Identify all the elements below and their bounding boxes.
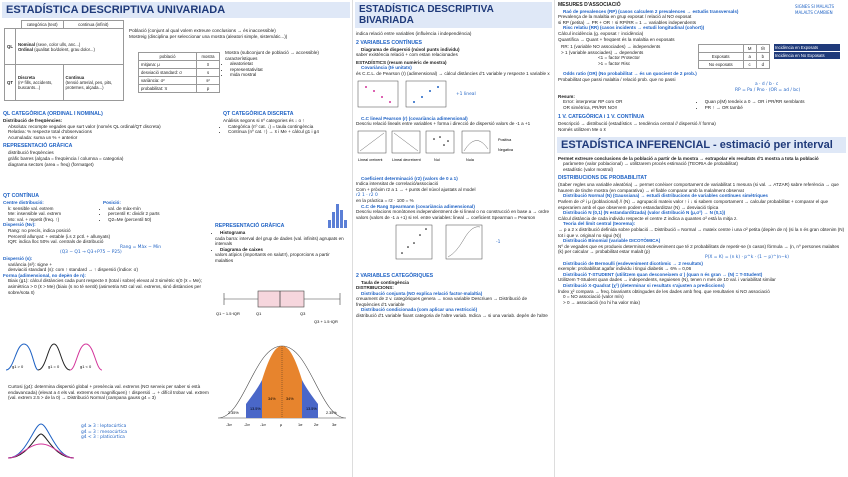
corr-label: Nula <box>466 157 474 162</box>
box-label-q1: Q1 <box>256 311 262 316</box>
bias-label-neg: g1 < 0 <box>80 364 92 369</box>
column-association-inference: MESURES D'ASSOCIACIÓ • Raó de prevalences (RP) (casos calculem 2 prevalences → estudis transversals) Prevalença de la malaltia en grup exposat / relació al NO exposat si RP (petita) → PR + OR ↑ si RP/RR = 1 → variables independents • Risc relatiu (RR) (casos incidents → estudi longitudinal (cohort)) Càlcul incidència (g. exposat ↑ incidència) Quantifica → Quant + freqüent és la malaltia en exposats RR: 1 (variable NO associades) → independents > 1 (variable associades) → dependents <1 = factor Protector >1 = factor Risc M M̄ Exposats a b No exposats c d Incidència en Exposats Incidència en No Exposats • Odds ratio (OR) (No probabilitat → és un quocient de 2 prob.) Probabilitat que passi malaltia / relació prob. que no passi a · d / b · c RP = Pa / Pno · (OR = ad / bc) Resum: • Error: interpretar RP com OR • OR simètrica, PR/RR NO!! • Quan p(M) tendeix a 0 → OR i PR/RR semblants • PR ↑ → OR també 1 V. CATEGÒRICA i 1 V. CONTÍNUA Descripció → distribució (estadístics → tendència central // dispersió // forma) Només utilitzem Me o x̄ ESTADÍSTICA INFERENCIAL - estimació per interval Permet extreure conclusions de la població a partir de la mostra → extrapolar els resultats d'1 mostra a tota la població • paràmetre (valor poblacional) → utilitzarem procés estimació (TEORIA de probabilitat) • estadístic (valor mostral) DISTRIBUCIONS DE PROBABILITAT (Saber regles una variable aleatòria) → permet conèixer comportament de variabilitat 1 mesura (si val. → ATZAR) sabre referència → que haurem de tindre mostra (en comparativa) → el fiable comparar amb la malalment observat • Distribució Normal (N) (Gaussiana) → estudi distribucions de variables contínues simètriques Parlem de σ² i μ (poblacional) // (N) → agrupació mateix valor ↑ i ↓ si sabem comportament → calcular probabilitat + comparar el que esperariem amb el que observem podem estandarditzar (N) → desviació típica • Distribució N (0,1) (N estandarditzada) (valor distribució N (μ,σ²) → N (0,1)) Càlcul distància de cada individu respecte el centre Z indica a quantes σ² està la mitja z. • Teoria del límit central (teorema): → p a 2 x distribució definida sobre població ... Distribució = Normal → mateix centre i una σ² petita (depèn de n) (si la n és gran obtenim (N) tot i que v. original no sigui (N)) • Distribució Binomial (variable DICOTÒMICA) Nº de vegades que es produeix determinat esdeveniment que té 2 probabilitats de repetir-se (n casos) fórmula → (n, nº persones malaltes (k) per calcular → probabilitat estar malalt (p) P(X = K) = (n k) · p^k · (1 − p)^(n−k) • Distribució de Bernoulli (esdeveniment dicotòmic → 2 resultats) exemple: probabilitat agafar individu i tingui diabetis → 6% = 0,06 • Distribució T-STUDENT (utilitzem quan desconeixem σ ) (quan n és gran → (N) = T-Student) Utilitzem T-Student quan dades → independents, seguiesen (N), tenen n més de 10 val. i variabilitat similar • Distribució X-Quadrat (χ²) (determinar si resultats s'ajusten a prediccions) Índex χ² compara → freq. bivariants obtingudes de les dades amb freq. que resultarien si NO associació • 0 = NO associació (valor mín) • > 0 → associació (no hi ha valor màx) SIGNES SI MALALTS MALALTS CAMBIEN <box>554 0 848 477</box>
qt-continuous-section: QT CONTÍNUA Centre distribució: • k: sensible val. extrem • Me: insensible val. extrem • Mo: val. + repetit (freq. ↑) Posició: • val. de màx-mín • percentil K: dividir 2 parts • Q2=Me (percentil 50) Dispersió (Nv): • Rang: no precís, indica posició • Percentil allunyat: + estable (i.s 2 pctl. + allunyats) • IQR: indica lloc 50% val. centrals de distribució Rang = Màx − Min (Q3 − Q1 → Q3+P75 − P25) Dispersió (s): • variància (s²): signe + • desviació standard (s): com ↑ standard → ↑ dispersió (índice: σ) Forma (adimensional, no depèn de n): • Biaix (g1): càlcul distàncies cada punt respecte x̄ (total i sobre) elevat al 3 simètric s(0 (x̄ = Me); asimètrica > 0 (x̄ > Me) (biaix (s no té sentit) (asimetria NO cal val. extrems, sinó distàncies per sobre/sota x̄) <box>0 190 210 295</box>
pct-label: 2.35% <box>326 411 337 415</box>
hand-note: SIGNES SI MALALTS <box>795 4 835 9</box>
pct-label: 13.5% <box>250 407 261 411</box>
x-tick: -3σ <box>226 423 232 427</box>
mostra-item: • mida mostral <box>230 72 348 78</box>
qt-label: QT <box>5 65 16 101</box>
histogram-mini <box>326 200 350 230</box>
ql-section: QL CATEGÒRICA (ORDINAL I NOMINAL) Distribució de freqüències: • Absoluta: recompte vegades que surt valor (només QL ordinal/QT discreta) • Relativa: % respecte total d'observacions • Acumulada: suma un % + anterior REPRESENTACIÓ GRÀFICA • distribució freqüències • gràfic barres (alçada = freqüència / columna = categoria) • diagrama sectors (area = freq) (formatget) <box>0 108 220 167</box>
inferential-title: ESTADÍSTICA INFERENCIAL - estimació per interval <box>557 137 846 153</box>
mostra-item: • representativitat <box>230 67 348 73</box>
mostra-item: • aleatorietat <box>230 61 348 67</box>
hand-note: RP = Pa / Pno <box>735 87 765 93</box>
kurtosis-diagram <box>6 420 76 460</box>
normal-distribution-chart <box>214 340 350 430</box>
spearman-sketches <box>356 223 552 263</box>
pct-label: 34% <box>286 397 294 401</box>
corr-label: Negativa <box>498 147 513 152</box>
covariance-sketches <box>356 79 552 109</box>
th-categorical: categòrica (text) <box>21 21 63 29</box>
or-formula-num: a · d <box>755 82 765 88</box>
skewness-diagram <box>4 340 104 372</box>
correlation-sketches <box>356 129 552 169</box>
poblacio-text: Població (conjunt al qual volem extreure conclusions → és inaccessible) Mostreig (disciplina per seleccionar una mostra (aleatori simple, sistemàtic...)) <box>129 28 288 39</box>
exposure-table: M M̄ Exposats a b No exposats c d <box>698 44 770 69</box>
x-tick: 1σ <box>298 423 303 427</box>
x-tick: -1σ <box>260 423 266 427</box>
corr-label: Positiva <box>498 137 512 142</box>
column-bivariate: ESTADÍSTICA DESCRIPTIVA BIVARIADA indica relació entre variables (influència i independència) 2 VARIABLES CONTÍNUES • Diagrama de dispersió (núvol punts individu) saber existència relació + com estan relacionades ESTADÍSTICS (resum numèric de mostra) • Covariància (té unitats) és C.C.L. de Pearson (r) (adimensional) → càlcul distàncies d'1 variable y respecte 1 variable x +1 lineal • C.C lineal Pearson (r) (covariància adimensional) Descriu relació lineals entre variables + forma i direcció de dispersió valors de -1 a +1 Lineal creixent Lineal decreixent Nul Nula Positiva Negativa • Coeficient determinació (r2) (valors de 0 a 1) Indica intensitat de correlació/associació Com + pròxim r2 a 1 → + punts del núvol ajustats al model r2 1 · r2 0 en la pràctica = r2 · 100 = % • C.C de Rang Spearmann (covariància adimensional) Descriu relacions monòtones independentment de si lineal o no construcció en base a → ordre valors (valors de -1 a +1) si rel. entre variables: lineal → coeficient Spearman = Pearson -1 2 VARIABLES CATEGÒRIQUES • Taula de contingència DISTRIBUCIONS: • Distribució conjunta (NO explica relació factor-malaltia) creuament de 2 v. categòriques genera → nova variable Descriuen → Distribució de freqüències d'1 variable • Distribució condicionada (com aplicar una restricció) distribució d'1 variable fixant categoria de l'altre variab. Indica → si una variab. depèn de l'altre <box>352 0 554 477</box>
pct-label: 13.5% <box>306 407 317 411</box>
mostra-block: Mostra (subconjunt de població → accessible) característiques • aleatorietat • representativitat • mida mostral <box>222 50 348 78</box>
pct-label: 34% <box>268 397 276 401</box>
box-label-q3: Q3 <box>300 311 306 316</box>
corr-label: Lineal creixent <box>358 157 383 162</box>
hand-note: r2 1 <box>356 192 365 198</box>
association-title: MESURES D'ASSOCIACIÓ <box>558 2 621 8</box>
pct-label: 2.35% <box>228 411 239 415</box>
or-formula-den: b · c <box>768 82 779 88</box>
qt-categorical-section: QT CATEGÒRICA DISCRETA Anàlisis segons si nº categories és ↓ o ↑ • Categòrica (nº cat. ↓) = taula contingència • Contínua (nº cat. ↑) → x̄ i Me + càlcul g1 i g4 <box>220 108 350 135</box>
variable-types-table: categòrica (text) continua (infinit) QL Nominal (sexe, color ulls, anc...) Ordinal (qualitat bo/dolent, grau dolor...) QT Discreta (nº fills, accidents, buscants...) Continua (tensió arterial, pes, pits, proteïnes, alçada...) <box>4 20 124 101</box>
x-tick: -2σ <box>244 423 250 427</box>
hand-note: r2 0 <box>368 192 378 198</box>
boxplot-diagram <box>214 285 350 331</box>
hand-note: MALALTS CAMBIEN <box>795 10 833 15</box>
curtosi-block: • Curtosi (g4): determina dispersió global + presència val. extrems (NO serveix per saber si està endavancada) (elevat a 4 els val. extrems es magnifiquen) ↑ dispersió → + difícil trobar val. extrem (val. extrem 2.5 > de la 0) → Distribució Normal (campana gauss g4 = 3) <box>0 384 210 401</box>
hand-note: (OR = ad / bc) <box>768 87 801 93</box>
nominal-row: Nominal (sexe, color ulls, anc...) <box>17 41 81 47</box>
kurtosis-notes: g4 ≥ 3 : leptocúrtica g4 = 3 : mesocúrtica g4 < 3 : platicúrtica <box>81 424 128 441</box>
box-label-upper: Q3 + 1.5·IQR <box>314 319 338 324</box>
column-univariate <box>0 0 352 477</box>
binomial-formula: P(X = K) = (n k) · p^k · (1 − p)^(n−k) <box>705 255 790 260</box>
corr-label: Nul <box>434 157 440 162</box>
bias-label-pos: g1 > 0 <box>12 364 24 369</box>
corr-label: Lineal decreixent <box>392 157 421 162</box>
x-tick: μ <box>280 423 283 427</box>
graphic-representation-block: REPRESENTACIÓ GRÀFICA • Histograma cada barra: interval del grup de dades (val. infinits) agrupats en intervals • Diagrama de caixes valors atípics (importants en salut!!), proporcions a partir malalties <box>212 220 350 264</box>
hand-note: +1 lineal <box>456 91 476 97</box>
x-tick: 2σ <box>314 423 319 427</box>
rr-cases: RR: 1 (variable NO associades) → independents > 1 (variable associades) → dependents <1 = factor Protector >1 = factor Risc <box>561 44 661 66</box>
x-tick: 3σ <box>332 423 337 427</box>
th-continuous: continua (infinit) <box>63 21 123 29</box>
box-label-lower: Q1 − 1.5·IQR <box>216 311 240 316</box>
hand-note: -1 <box>496 239 501 245</box>
ordinal-row: Ordinal (qualitat bo/dolent, grau dolor...) <box>17 46 95 52</box>
ql-label: QL <box>5 29 16 65</box>
population-sample-table: població mostra mitjana: μ x̄ desviació standard: σ s variància: σ² s² probabilitat: π p <box>138 52 220 93</box>
bias-label-zero: g1 = 0 <box>48 364 60 369</box>
bivariate-title: ESTADÍSTICA DESCRIPTIVA BIVARIADA <box>355 2 552 28</box>
univariate-title: ESTADÍSTICA DESCRIPTIVA UNIVARIADA <box>2 2 350 18</box>
incidence-box: Incidència en Exposats Incidència en No Exposats <box>774 44 840 69</box>
